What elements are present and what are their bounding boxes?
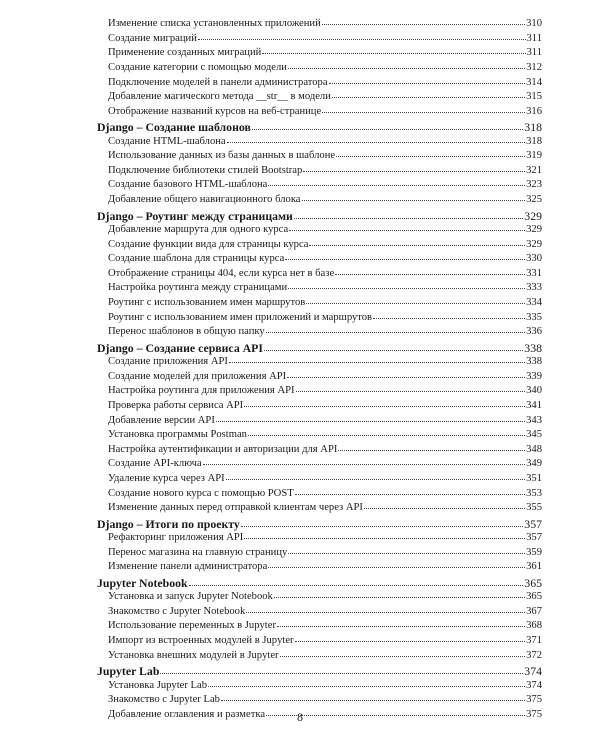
toc-entry-page: 333 xyxy=(526,282,542,294)
toc-entry-title: Jupyter Notebook xyxy=(97,576,188,590)
dot-leader xyxy=(329,81,526,84)
toc-entry-title: Изменение панели администратора xyxy=(108,561,268,573)
dot-leader xyxy=(289,228,525,231)
toc-entry-title: Настройка роутинга между страницами xyxy=(108,282,288,294)
dot-leader xyxy=(274,595,525,598)
toc-entry-title: Создание нового курса с помощью POST xyxy=(108,487,294,499)
toc-entry-page: 367 xyxy=(526,605,542,617)
toc-entry-page: 351 xyxy=(526,473,542,485)
dot-leader xyxy=(364,506,525,509)
toc-entry-title: Jupyter Lab xyxy=(97,664,160,679)
toc-entry-page: 338 xyxy=(524,340,542,355)
dot-leader xyxy=(248,433,525,436)
toc-section-entry xyxy=(97,650,542,665)
toc-entry-page: 311 xyxy=(526,47,542,59)
toc-entry-page: 375 xyxy=(526,694,542,706)
table-of-contents xyxy=(97,18,542,723)
toc-entry-title: Создание категории с помощью модели xyxy=(108,61,287,73)
toc-entry-page: 329 xyxy=(524,208,542,223)
toc-entry-page: 372 xyxy=(526,649,542,661)
toc-section-entry xyxy=(97,591,542,606)
toc-section-entry xyxy=(97,502,542,517)
toc-entry-title: Изменение списка установленных приложений xyxy=(108,18,321,29)
dot-leader xyxy=(252,127,523,130)
toc-entry-title: Создание приложения API xyxy=(108,356,228,368)
toc-section-entry xyxy=(97,606,542,621)
toc-entry-page: 319 xyxy=(526,150,542,162)
toc-section-entry xyxy=(97,136,542,151)
toc-entry-page: 365 xyxy=(526,591,542,603)
toc-section-entry xyxy=(97,635,542,650)
toc-section-entry xyxy=(97,547,542,562)
toc-entry-title: Добавление маршрута для одного курса xyxy=(108,223,289,235)
toc-entry-page: 357 xyxy=(526,532,542,544)
dot-leader xyxy=(303,169,525,172)
toc-entry-title: Знакомство с Jupyter Notebook xyxy=(108,605,246,617)
toc-section-entry xyxy=(97,239,542,254)
toc-section-entry xyxy=(97,18,542,33)
toc-entry-page: 375 xyxy=(526,708,542,720)
toc-entry-page: 349 xyxy=(526,458,542,470)
toc-entry-title: Подключение моделей в панели администратора xyxy=(108,76,328,88)
toc-entry-page: 357 xyxy=(524,516,542,531)
toc-entry-page: 336 xyxy=(526,326,542,338)
toc-entry-page: 310 xyxy=(526,18,542,29)
dot-leader xyxy=(288,66,525,69)
dot-leader xyxy=(264,348,523,351)
toc-section-entry xyxy=(97,429,542,444)
toc-entry-title: Django – Итоги по проекту xyxy=(97,516,240,531)
toc-entry-page: 345 xyxy=(526,429,542,441)
toc-entry-title: Отображение страницы 404, если курса нет в базе xyxy=(108,267,335,279)
dot-leader xyxy=(332,95,525,98)
toc-section-entry xyxy=(97,488,542,503)
toc-chapter-entry xyxy=(97,517,542,532)
toc-entry-title: Установка Jupyter Lab xyxy=(108,679,208,691)
dot-leader xyxy=(322,110,525,113)
toc-section-entry xyxy=(97,282,542,297)
toc-entry-page: 374 xyxy=(524,664,542,679)
dot-leader xyxy=(373,316,525,319)
toc-entry-page: 355 xyxy=(526,502,542,514)
toc-entry-title: Установка программы Postman xyxy=(108,429,247,441)
toc-entry-page: 330 xyxy=(526,253,542,265)
toc-section-entry xyxy=(97,62,542,77)
toc-section-entry xyxy=(97,150,542,165)
dot-leader xyxy=(294,216,523,219)
toc-entry-title: Настройка роутинга для приложения API xyxy=(108,385,295,397)
toc-chapter-entry xyxy=(97,664,542,679)
toc-entry-title: Импорт из встроенных модулей в Jupyter xyxy=(108,635,294,647)
toc-entry-title: Добавление магического метода __str__ в модели xyxy=(108,91,331,103)
page-number: 8 xyxy=(297,710,303,724)
toc-entry-title: Изменение данных перед отправкой клиентам через API xyxy=(108,502,363,514)
toc-section-entry xyxy=(97,106,542,121)
toc-entry-page: 318 xyxy=(524,120,542,135)
toc-entry-page: 374 xyxy=(526,679,542,691)
dot-leader xyxy=(226,477,525,480)
dot-leader xyxy=(268,565,525,568)
toc-entry-title: Создание миграций xyxy=(108,32,197,44)
dot-leader xyxy=(241,524,524,527)
toc-entry-title: Применение созданных миграций xyxy=(108,47,262,59)
toc-entry-title: Django – Создание шаблонов xyxy=(97,120,251,135)
toc-section-entry xyxy=(97,356,542,371)
toc-section-entry xyxy=(97,620,542,635)
toc-entry-page: 343 xyxy=(526,414,542,426)
dot-leader xyxy=(244,536,525,539)
toc-entry-page: 325 xyxy=(526,194,542,206)
toc-entry-title: Создание HTML-шаблона xyxy=(108,135,226,147)
toc-entry-page: 340 xyxy=(526,385,542,397)
toc-section-entry xyxy=(97,444,542,459)
toc-entry-page: 315 xyxy=(526,91,542,103)
toc-entry-page: 334 xyxy=(526,297,542,308)
toc-entry-title: Создание API-ключа xyxy=(108,458,202,470)
dot-leader xyxy=(306,301,525,304)
dot-leader xyxy=(266,330,525,333)
toc-entry-page: 318 xyxy=(526,135,542,147)
toc-entry-title: Рефакторинг приложения API xyxy=(108,532,244,544)
dot-leader xyxy=(285,257,525,260)
toc-section-entry xyxy=(97,385,542,400)
toc-entry-page: 365 xyxy=(524,576,542,590)
toc-section-entry xyxy=(97,33,542,48)
toc-entry-page: 359 xyxy=(526,546,542,558)
toc-entry-page: 348 xyxy=(526,443,542,455)
toc-section-entry xyxy=(97,253,542,268)
toc-entry-title: Перенос магазина на главную страницу xyxy=(108,546,288,558)
dot-leader xyxy=(335,272,525,275)
toc-entry-title: Роутинг с использованием имен приложений и маршрутов xyxy=(108,311,373,323)
toc-section-entry xyxy=(97,47,542,62)
toc-entry-page: 371 xyxy=(526,635,542,647)
toc-entry-title: Создание базового HTML-шаблона xyxy=(108,179,268,191)
dot-leader xyxy=(203,462,525,465)
dot-leader xyxy=(302,198,526,201)
toc-entry-title: Удаление курса через API xyxy=(108,473,225,485)
dot-leader xyxy=(338,448,525,451)
toc-entry-page: 335 xyxy=(526,311,542,323)
toc-section-entry xyxy=(97,532,542,547)
toc-entry-page: 338 xyxy=(526,356,542,368)
toc-entry-title: Проверка работы сервиса API xyxy=(108,399,244,411)
toc-entry-page: 353 xyxy=(526,487,542,499)
toc-entry-title: Добавление оглавления и разметка xyxy=(108,708,266,720)
dot-leader xyxy=(246,610,525,613)
dot-leader xyxy=(244,404,525,407)
toc-entry-title: Создание шаблона для страницы курса xyxy=(108,253,285,265)
dot-leader xyxy=(288,286,525,289)
dot-leader xyxy=(287,375,525,378)
toc-entry-title: Знакомство с Jupyter Lab xyxy=(108,694,220,706)
dot-leader xyxy=(295,492,525,495)
toc-entry-page: 329 xyxy=(526,238,542,250)
toc-section-entry xyxy=(97,224,542,239)
toc-entry-page: 361 xyxy=(526,561,542,573)
toc-section-entry xyxy=(97,179,542,194)
toc-section-entry xyxy=(97,694,542,709)
toc-section-entry xyxy=(97,165,542,180)
dot-leader xyxy=(160,671,523,674)
toc-section-entry xyxy=(97,415,542,430)
toc-entry-page: 312 xyxy=(526,61,542,73)
dot-leader xyxy=(295,639,526,642)
toc-section-entry xyxy=(97,91,542,106)
dot-leader xyxy=(189,583,524,586)
toc-entry-title: Установка внешних модулей в Jupyter xyxy=(108,649,279,661)
toc-section-entry xyxy=(97,400,542,415)
toc-entry-title: Использование переменных в Jupyter xyxy=(108,620,276,632)
toc-entry-title: Перенос шаблонов в общую папку xyxy=(108,326,265,338)
toc-entry-title: Django – Роутинг между страницами xyxy=(97,208,293,223)
toc-entry-title: Роутинг с использованием имен маршрутов xyxy=(108,297,306,308)
dot-leader xyxy=(268,183,525,186)
toc-entry-page: 339 xyxy=(526,370,542,382)
toc-section-entry xyxy=(97,458,542,473)
toc-section-entry xyxy=(97,312,542,327)
toc-section-entry xyxy=(97,326,542,341)
toc-section-entry xyxy=(97,77,542,92)
dot-leader xyxy=(227,140,525,143)
toc-entry-page: 368 xyxy=(526,620,542,632)
dot-leader xyxy=(296,389,526,392)
toc-entry-title: Создание моделей для приложения API xyxy=(108,370,287,382)
toc-entry-page: 316 xyxy=(526,105,542,117)
toc-entry-page: 341 xyxy=(526,399,542,411)
dot-leader xyxy=(288,551,525,554)
toc-section-entry xyxy=(97,680,542,695)
toc-chapter-entry xyxy=(97,341,542,356)
dot-leader xyxy=(336,154,525,157)
toc-section-entry xyxy=(97,194,542,209)
toc-section-entry xyxy=(97,473,542,488)
toc-section-entry xyxy=(97,268,542,283)
toc-chapter-entry xyxy=(97,120,542,135)
toc-entry-page: 321 xyxy=(526,164,542,176)
dot-leader xyxy=(277,624,525,627)
toc-entry-title: Настройка аутентификации и авторизации для API xyxy=(108,443,338,455)
toc-entry-page: 329 xyxy=(526,223,542,235)
dot-leader xyxy=(229,360,525,363)
toc-entry-page: 323 xyxy=(526,179,542,191)
toc-entry-page: 314 xyxy=(526,76,542,88)
dot-leader xyxy=(198,37,526,40)
toc-section-entry xyxy=(97,561,542,576)
dot-leader xyxy=(208,684,525,687)
toc-entry-title: Добавление версии API xyxy=(108,414,215,426)
dot-leader xyxy=(216,419,525,422)
toc-entry-title: Использование данных из базы данных в шаблоне xyxy=(108,150,336,162)
toc-chapter-entry xyxy=(97,576,542,591)
toc-entry-title: Django – Создание сервиса API xyxy=(97,340,263,355)
dot-leader xyxy=(280,654,526,657)
toc-entry-title: Установка и запуск Jupyter Notebook xyxy=(108,591,273,603)
dot-leader xyxy=(309,243,525,246)
toc-chapter-entry xyxy=(97,209,542,224)
toc-entry-page: 331 xyxy=(526,267,542,279)
toc-entry-title: Добавление общего навигационного блока xyxy=(108,194,301,206)
toc-entry-page: 311 xyxy=(526,32,542,44)
dot-leader xyxy=(221,698,525,701)
dot-leader xyxy=(262,51,525,54)
toc-entry-title: Отображение названий курсов на веб-странице xyxy=(108,105,322,117)
toc-section-entry xyxy=(97,297,542,312)
toc-section-entry xyxy=(97,371,542,386)
toc-entry-title: Подключение библиотеки стилей Bootstrap xyxy=(108,164,303,176)
dot-leader xyxy=(322,22,525,25)
toc-entry-title: Создание функции вида для страницы курса xyxy=(108,238,309,250)
